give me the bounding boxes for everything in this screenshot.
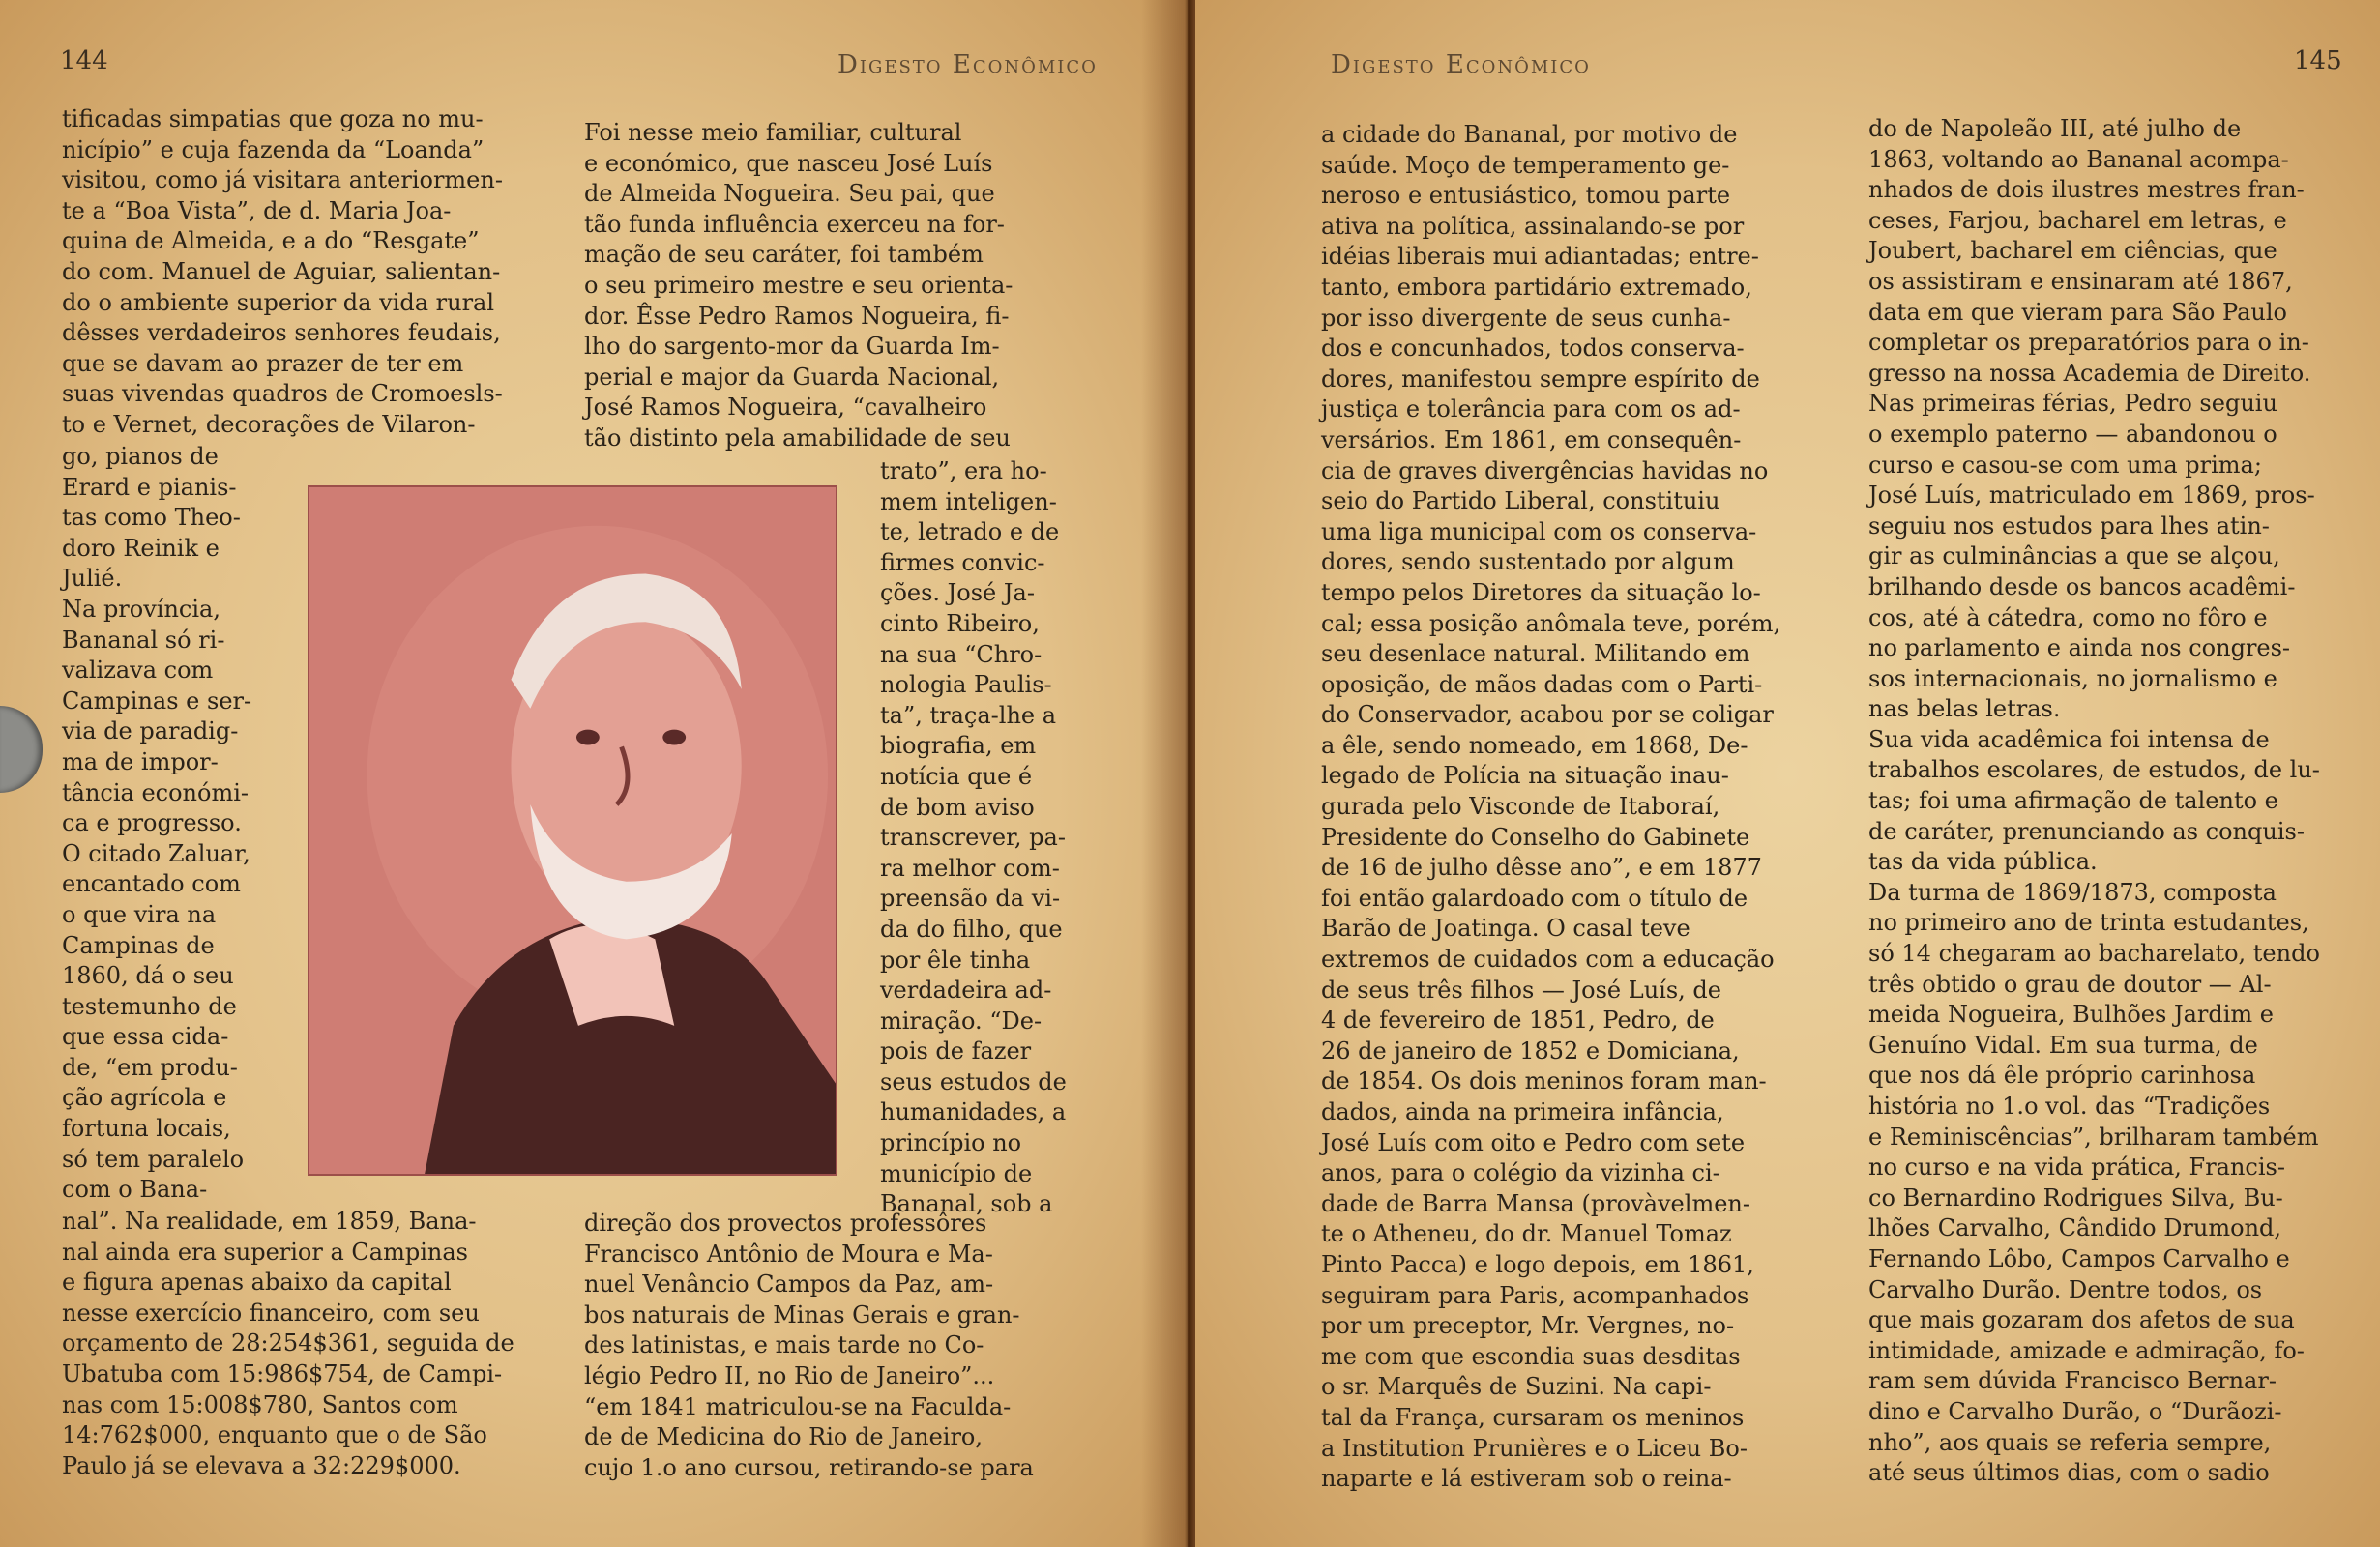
page-number: 145 [2294,46,2342,75]
column-1: a cidade do Bananal, por motivo de saúde. Moço de temperamento ge- neroso e entusiástico, tomou parte ativa na política, assinalando-se por idéias liberais mui adiantadas; entre- tanto, embora partidário extremado, por isso divergente de seus cunha- dos e concunhados, todos conserva- dores, manifestou sempre espírito de justiça e tolerância para com os ad- versários. Em 1861, em consequên- cia de graves divergências havidas no seio do Partido Liberal, constituiu uma liga municipal com os conserva- dores, sendo sustentado por algum tempo pelos Diretores da situação lo- cal; essa posição anômala teve, porém, seu desenlace natural. Militando em oposição, de mãos dadas com o Parti- do Conservador, acabou por se coligar a êle, sendo nomeado, em 1868, De- legado de Polícia na situação inau- gurada pelo Visconde de Itaboraí, Presidente do Conselho do Gabinete de 16 de julho dêsse ano”, e em 1877 foi então galardoado com o título de Barão de Joatinga. O casal teve extremos de cuidados com a educação de seus três filhos — José Luís, de 4 de fevereiro de 1851, Pedro, de 26 de janeiro de 1852 e Domiciana, de 1854. Os dois meninos foram man- dados, ainda na primeira infância, José Luís com oito e Pedro com sete anos, para o colégio da vizinha ci- dade de Barra Mansa (provàvelmen- te o Atheneu, do dr. Manuel Tomaz Pinto Pacca) e logo depois, em 1861, seguiram para Paris, acompanhados por um preceptor, Mr. Vergnes, no- me com que escondia suas desditas o sr. Marquês de Suzini. Na capi- tal da França, cursaram os meninos a Institution Prunières e o Liceu Bo- naparte e lá estiveram sob o reina- [1321,121,1781,1493]
running-head: Digesto Econômico [837,50,1098,79]
binding-hole [0,706,43,793]
column-1-narrow: go, pianos de Erard e pianis- tas como Theo- doro Reinik e Julié. Na província, Bananal só ri- valizava com Campinas e ser- via de paradig- ma de impor- tância económi- ca e progresso. O citado Zaluar, encantado com o que vira na Campinas de 1860, dá o seu testemunho de que essa cida- de, “em produ- ção agrícola e fortuna locais, só tem paralelo com o Bana- [62,443,252,1204]
column-2-bottom: direção dos provectos professôres Francisco Antônio de Moura e Ma- nuel Venâncio Campos da Paz, am- bos naturais de Minas Gerais e gran- des latinistas, e mais tarde no Co- légio Pedro II, no Rio de Janeiro”... “em 1841 matriculou-se na Faculda- de de Medicina do Rio de Janeiro, cujo 1.o ano cursou, retirando-se para [584,1210,1034,1481]
right-page [1195,0,2380,1547]
running-head: Digesto Econômico [1331,50,1591,79]
page-number: 144 [60,46,108,75]
column-2: do de Napoleão III, até julho de 1863, voltando ao Bananal acompa- nhados de dois ilustres mestres fran- ceses, Farjou, bacharel em letras, e Joubert, bacharel em ciências, que os assistiram e ensinaram até 1867, data em que vieram para São Paulo completar os preparatórios para o in- gresso na nossa Academia de Direito. Nas primeiras férias, Pedro seguiu o exemplo paterno — abandonou o curso e casou-se com uma prima; José Luís, matriculado em 1869, pros- seguiu nos estudos para lhes atin- gir as culminâncias a que se alçou, brilhando desde os bancos acadêmi- cos, até à cátedra, como no fôro e no parlamento e ainda nos congres- sos internacionais, no jornalismo e nas belas letras. Sua vida acadêmica foi intensa de trabalhos escolares, de estudos, de lu- tas; foi uma afirmação de talento e de caráter, prenunciando as conquis- tas da vida pública. Da turma de 1869/1873, composta no primeiro ano de trinta estudantes, só 14 chegaram ao bacharelato, tendo três obtido o grau de doutor — Al- meida Nogueira, Bulhões Jardim e Genuíno Vidal. Em sua turma, de que nos dá êle próprio carinhosa história no 1.o vol. das “Tradições e Reminiscências”, brilharam também no curso e na vida prática, Francis- co Bernardino Rodrigues Silva, Bu- lhões Carvalho, Cândido Drumond, Fernando Lôbo, Campos Carvalho e Carvalho Durão. Dentre todos, os que mais gozaram dos afetos de sua intimidade, amizade e admiração, fo- ram sem dúvida Francisco Bernar- dino e Carvalho Durão, o “Durãozi- nho”, aos quais se referia sempre, até seus últimos dias, com o sadio [1868,115,2320,1487]
portrait-photo [308,485,837,1176]
column-1-top: tificadas simpatias que goza no mu- nicípio” e cuja fazenda da “Loanda” visitou, como já visitara anteriormen- te a “Boa Vista”, de d. Maria Joa- quina de Almeida, e a do “Resgate” do com. Manuel de Aguiar, salientan- do o ambiente superior da vida rural dêsses verdadeiros senhores feudais, que se davam ao prazer de ter em suas vivendas quadros de Cromoesls- to e Vernet, decorações de Vilaron- [62,105,503,438]
left-page [0,0,1188,1547]
column-2-top: Foi nesse meio familiar, cultural e económico, que nasceu José Luís de Almeida Nogueira. Seu pai, que tão funda influência exerceu na for- mação de seu caráter, foi também o seu primeiro mestre e seu orienta- dor. Êsse Pedro Ramos Nogueira, fi- lho do sargento-mor da Guarda Im- perial e major da Guarda Nacional, José Ramos Nogueira, “cavalheiro tão distinto pela amabilidade de seu [584,119,1014,452]
column-1-bottom: nal”. Na realidade, em 1859, Bana- nal ainda era superior a Campinas e figura apenas abaixo da capital nesse exercício financeiro, com seu orçamento de 28:254$361, seguida de Ubatuba com 15:986$754, de Campi- nas com 15:008$780, Santos com 14:762$000, enquanto que o de São Paulo já se elevava a 32:229$000. [62,1208,514,1479]
column-2-narrow: trato”, era ho- mem inteligen- te, letrado e de firmes convic- ções. José Ja- cinto Ribeiro, na sua “Chro- nologia Paulis- ta”, traça-lhe a biografia, em notícia que é de bom aviso transcrever, pa- ra melhor com- preensão da vi- da do filho, que por êle tinha verdadeira ad- miração. “De- pois de fazer seus estudos de humanidades, a princípio no município de Bananal, sob a [880,457,1067,1218]
